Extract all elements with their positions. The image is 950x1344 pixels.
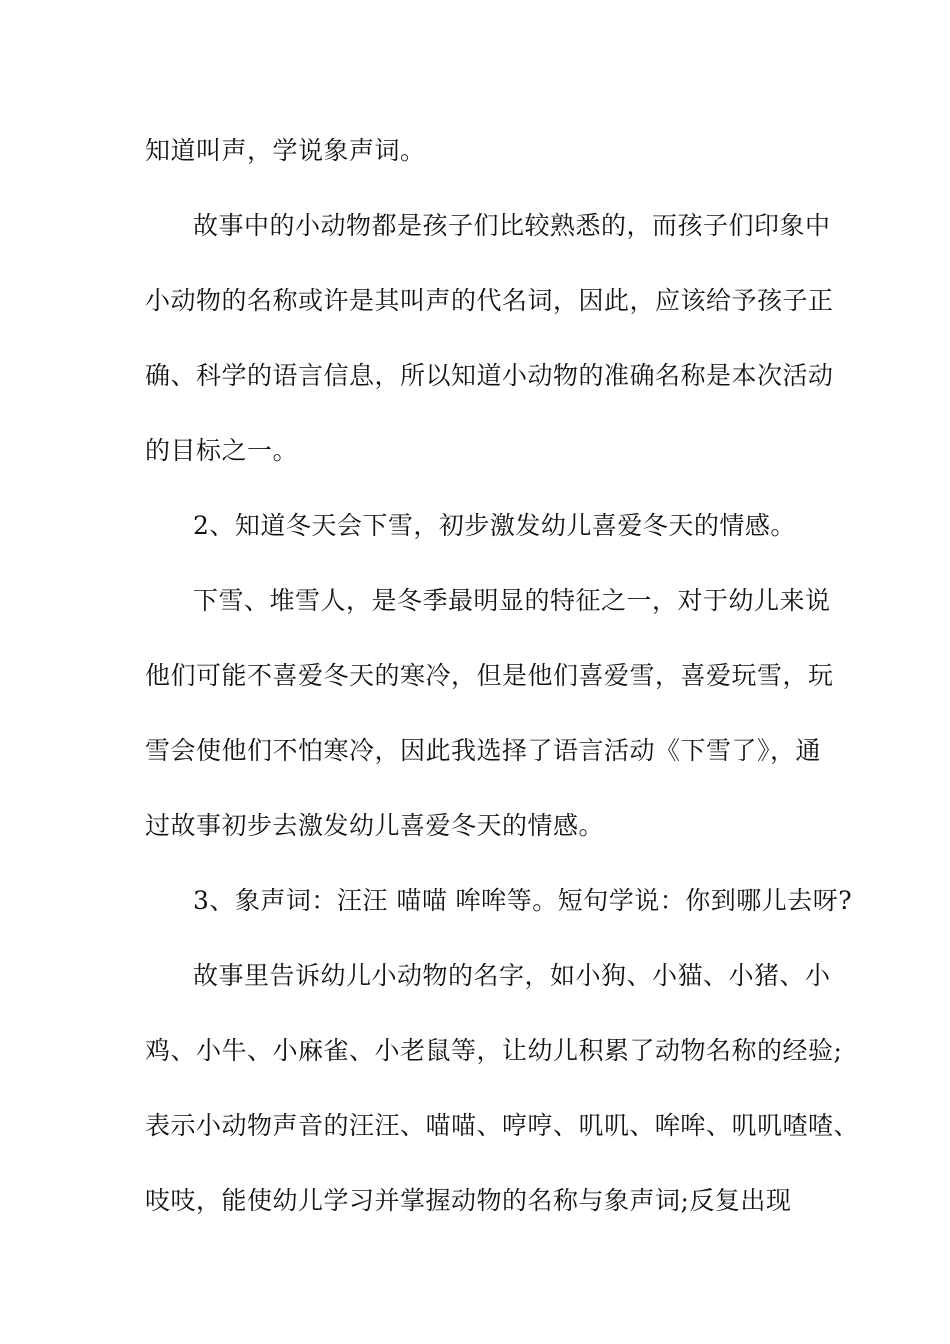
text-line-14: 表示小动物声音的汪汪、喵喵、哼哼、叽叽、哞哞、叽叽喳喳、 <box>145 1111 860 1140</box>
text-line-11: 3、象声词：汪汪 喵喵 哞哞等。短句学说：你到哪儿去呀? <box>193 886 853 915</box>
text-line-10: 过故事初步去激发幼儿喜爱冬天的情感。 <box>145 811 605 840</box>
text-line-15: 吱吱，能使幼儿学习并掌握动物的名称与象声词;反复出现 <box>145 1186 792 1215</box>
text-line-8: 他们可能不喜爱冬天的寒冷，但是他们喜爱雪，喜爱玩雪，玩 <box>145 661 834 690</box>
text-line-6: 2、知道冬天会下雪，初步激发幼儿喜爱冬天的情感。 <box>193 511 796 540</box>
text-line-9: 雪会使他们不怕寒冷，因此我选择了语言活动《下雪了》，通 <box>145 736 822 765</box>
text-line-13: 鸡、小牛、小麻雀、小老鼠等，让幼儿积累了动物名称的经验; <box>145 1036 843 1065</box>
text-line-7: 下雪、堆雪人，是冬季最明显的特征之一，对于幼儿来说 <box>193 586 831 615</box>
text-line-4: 确、科学的语言信息，所以知道小动物的准确名称是本次活动 <box>145 361 834 390</box>
text-line-5: 的目标之一。 <box>145 436 299 465</box>
text-line-12: 故事里告诉幼儿小动物的名字，如小狗、小猫、小猪、小 <box>193 961 831 990</box>
text-line-2: 故事中的小动物都是孩子们比较熟悉的，而孩子们印象中 <box>193 211 831 240</box>
text-line-3: 小动物的名称或许是其叫声的代名词，因此，应该给予孩子正 <box>145 286 834 315</box>
text-line-1: 知道叫声，学说象声词。 <box>145 136 426 165</box>
